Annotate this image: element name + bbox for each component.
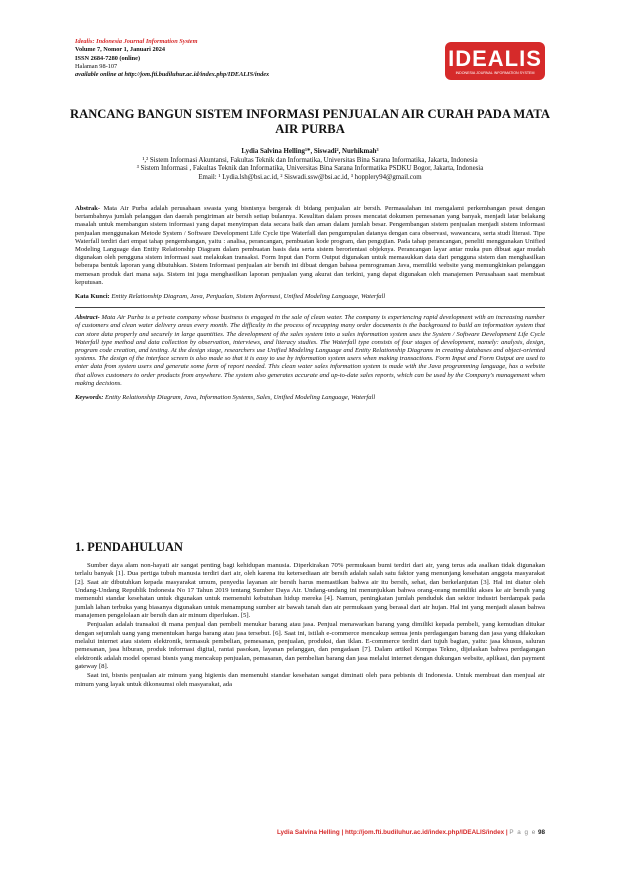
kata-kunci-paragraph xyxy=(75,293,545,301)
page-footer xyxy=(0,829,545,836)
logo-word: IDEALIS xyxy=(448,46,542,71)
author-emails: Email: ¹ Lydia.lsh@bsi.ac.id, ² Siswadi.ssw@bsi.ac.id, ³ hopplery94@gmail.com xyxy=(198,173,422,181)
abstract-label: Abstract- xyxy=(75,314,100,322)
section-body xyxy=(75,562,545,690)
body-paragraph-1: Sumber daya alam non-hayati air sangat penting bagi kehidupan manusia. Diperkirakan 70% permukaan bumi terdiri dari air, yang terus ada asalkan tidak digunakan terlalu banyak [1]. Dua pertiga tubuh manusia terdiri dari air, oleh karena itu ketersediaan air bersih adalah salah satu faktor yang menunjang kesehatan anggota masyarakat [2]. Saat air dibutuhkan kepada masyarakat umum, penyedia layanan air bersih harus memastikan bahwa air itu bersih, sehat, dan berkelanjutan [3]. Hal ini diatur oleh Undang-Undang Republik Indonesia No 17 Tahun 2019 tentang Sumber Daya Air. Undang-undang ini menunjukkan bahwa orang-orang memiliki akses ke air bersih yang memenuhi standar kesehatan untuk digunakan untuk memenuhi kebutuhan hidup mereka [4]. Namun, peningkatan jumlah penduduk dan sektor industri berdampak pada jumlah lahan terbuka yang biasanya digunakan untuk menampung sumber air bawah tanah dan air permukaan yang berasal dari air hujan. Hal ini yang menjadi alasan bahwa manajemen pengelolaan air bersih dan air minum diperlukan. [5]. xyxy=(75,562,545,620)
abstract-text: Mata Air Purba is a private company whose business is engaged in the sale of clean water. The company is experiencing rapid development with an increasing number of customers and clean water delivery areas every month. The difficulty in the process of recapping many order documents is the background to build an information system that can store data properly and securely in large quantities. The development of the sales system into a sales information system uses the System / Software Development Life Cycle Waterfall type method and data collection by observation, interviews, and literacy studies. The Waterfall type consists of four stages of development, namely: analysis, design, program code creation, and testing. At the design stage, researchers use Unified Modeling Language and Entity Relationship Diagrams in creating databases and object-oriented systems. The design of the interface screen is also made so that it is easy to use by information system users when making transactions. Form Input and Form Output are used to enter data from system users and generate some form of report needed. This clean water sales information system is made with the Java programming language, has a website that allows customers to order products from anywhere. The system also generates accurate and up-to-date sales reports, which can be used by the Company's management when making decisions. xyxy=(75,314,545,387)
body-paragraph-2: Penjualan adalah transaksi di mana penjual dan pembeli menukar barang atau jasa. Penjual menawarkan barang yang dimiliki kepada pembeli, yang kemudian ditukar dengan sejumlah uang yang menentukan harga barang atau jasa tersebut. [6]. Saat ini, istilah e-commerce mencakup semua jenis perdagangan barang dan jasa yang dilakukan melalui internet atau sistem elektronik, termasuk pembelian, pemesanan, penjualan, produksi, dan iklan. E-commerce terdiri dari tujuh bagian, yaitu: jasa khusus, saluran pemesanan, jasa hiburan, produk informasi digital, rantai pasokan, layanan pelanggan, dan pengadaan [7]. Dalam artikel Kompas Tekno, dijelaskan bahwa perdagangan elektronik adalah model operasi bisnis yang mencakup penjualan, pemasaran, dan pembelian barang dan jasa melalui internet dengan dukungan website, aplikasi, dan payment gateway [8]. xyxy=(75,621,545,671)
journal-volume: Volume 7, Nomor 1, Januari 2024 xyxy=(75,46,166,54)
kata-kunci-text: Entity Relationship Diagram, Java, Penjualan, Sistem Informasi, Unified Modeling Language, Waterfall xyxy=(109,293,386,301)
keywords-paragraph xyxy=(75,394,545,402)
footer-page-label: P a g e xyxy=(509,829,537,836)
footer-page-number: 98 xyxy=(537,829,545,836)
body-paragraph-3: Saat ini, bisnis penjualan air minum yang higienis dan memenuhi standar kesehatan sangat diminati oleh para pebisnis di Indonesia. Untuk membuat dan menjual air minum yang layak untuk dikonsumsi oleh masyarakat, ada xyxy=(75,672,545,688)
idealis-logo xyxy=(445,42,545,80)
journal-header xyxy=(75,38,405,79)
paper-title: RANCANG BANGUN SISTEM INFORMASI PENJUALAN AIR CURAH PADA MATA AIR PURBA xyxy=(70,107,550,136)
journal-name: Idealis: Indonesia Journal Information System xyxy=(75,38,198,45)
section-heading-pendahuluan: 1. PENDAHULUAN xyxy=(75,540,183,554)
abstract-divider xyxy=(75,307,545,308)
author-names: Lydia Salvina Helling¹*, Siswadi², Nurhikmah³ xyxy=(241,148,379,155)
kata-kunci-label: Kata Kunci: xyxy=(75,293,110,301)
footer-separator: | xyxy=(504,829,510,836)
keywords-text: Entity Relationship Diagram, Java, Information Systems, Sales, Unified Modeling Language, Waterfall xyxy=(103,394,376,402)
logo-subtitle: INDONESIA JOURNAL INFORMATION SYSTEM xyxy=(455,71,535,75)
abstrak-label: Abstrak- xyxy=(75,205,101,212)
journal-pages: Halaman 98-107 xyxy=(75,62,118,70)
abstrak-text: Mata Air Purba adalah perusahaan swasta yang bisnisnya bergerak di bidang penjualan air bersih. Permasalahan ini mengalami perkembangan pesat dengan bertambahnya jumlah pelanggan dan daerah pengiriman air bersih setiap bulannya. Kesulitan dalam proses mencatat dokumen pemesanan yang banyak, menjadi latar belakang masalah untuk membangun sistem informasi yang dapat menyimpan data secara baik dan aman dalam jumlah besar. Pengembangan sistem penjualan menjadi sistem informasi penjualan menggunakan Metode System / Software Development Life Cycle tipe Waterfall dan pengumpulan datanya dengan cara observasi, wawancara, serta studi literasi. Tipe Waterfall terdiri dari empat tahap pengembangan, yaitu : analisa, perancangan, pembuatan kode program, dan pengujian. Pada tahap perancangan, peneliti menggunakan Unified Modeling Language dan Entity Relationship Diagram dalam pembuatan basis data serta sistem berorientasi objeknya. Perancangan layar antar muka pun dibuat agar mudah digunakan oleh pengguna sistem informasi saat melakukan transaksi. Form Input dan Form Output digunakan untuk memasukkan data dari pengguna sistem dan menghasilkan beberapa bentuk laporan yang dibutuhkan. Sistem Informasi penjualan air bersih ini dibuat dengan bahasa pemrograman Java, memiliki website yang memungkinkan pelanggan memesan produk dari mana saja. Sistem ini juga menghasilkan laporan penjualan yang akurat dan terkini, yang dapat digunakan oleh manajemen Perusahaan saat membuat keputusan. xyxy=(75,205,545,286)
abstract-block xyxy=(75,205,545,402)
journal-issn: ISSN 2684-7280 (online) xyxy=(75,54,141,62)
abstrak-paragraph xyxy=(75,205,545,287)
footer-author-url[interactable]: Lydia Salvina Helling | http://jom.fti.budiluhur.ac.id/index.php/IDEALIS/index xyxy=(276,829,505,836)
keywords-label: Keywords: xyxy=(75,394,104,402)
journal-url[interactable]: available online at http://jom.fti.budiluhur.ac.id/index.php/IDEALIS/index xyxy=(75,71,270,79)
affiliation-2: ³ Sistem Informasi , Fakultas Teknik dan Informatika, Universitas Bina Sarana Informatika PSDKU Bogor, Jakarta, Indonesia xyxy=(136,165,484,173)
author-block xyxy=(70,148,550,182)
abstract-paragraph xyxy=(75,314,545,388)
affiliation-1: ¹,² Sistem Informasi Akuntansi, Fakultas Teknik dan Informatika, Universitas Bina Sarana Informatika, Jakarta, Indonesia xyxy=(142,156,478,164)
